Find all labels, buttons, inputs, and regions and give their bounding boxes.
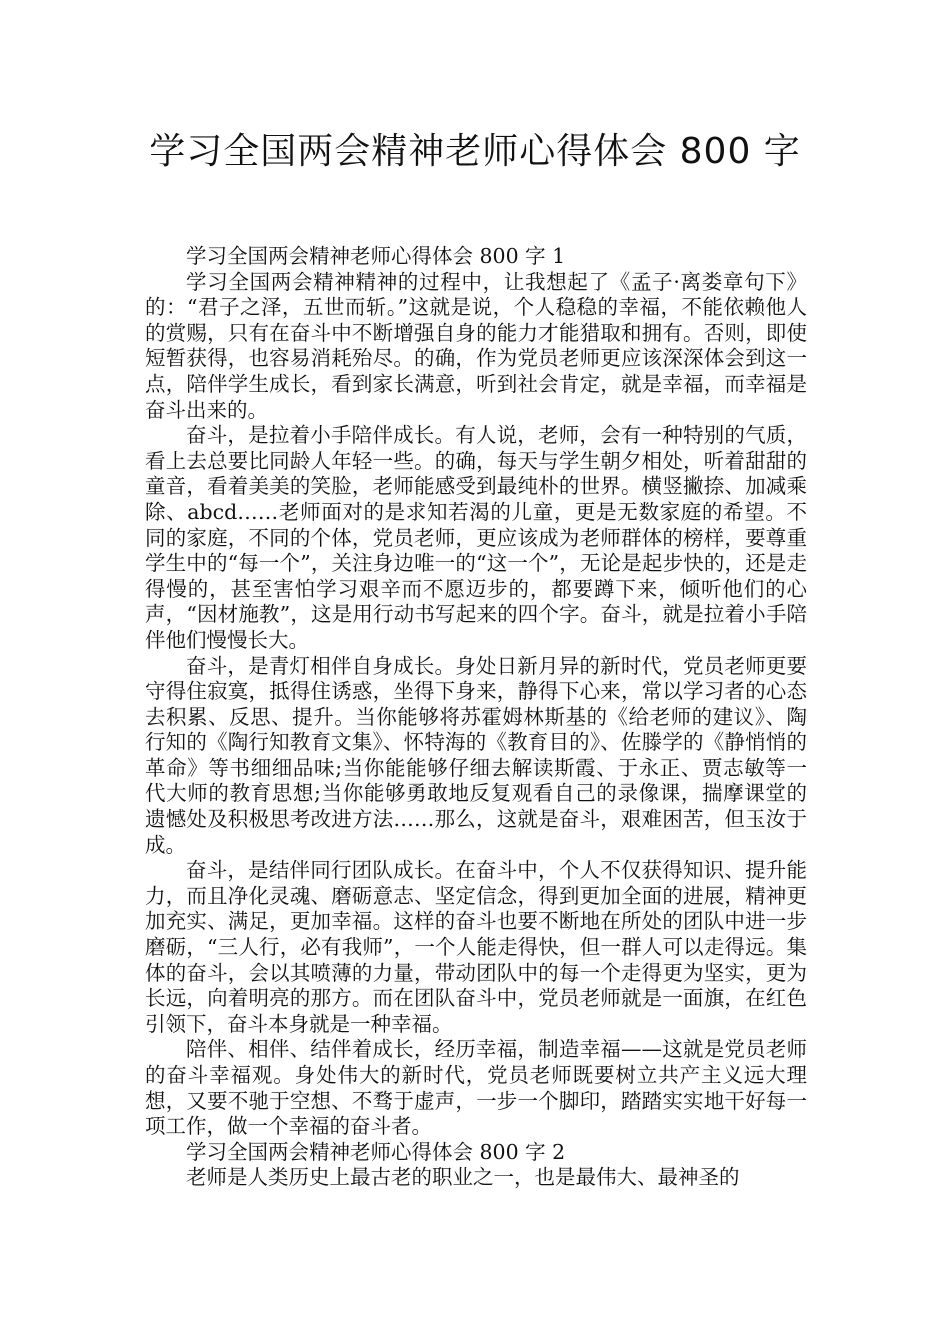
body-paragraph: 奋斗，是青灯相伴自身成长。身处日新月异的新时代，党员老师更要守得住寂寞，抵得住诱惑，坐得下身来，静得下心来，常以学习者的心态去积累、反思、提升。当你能够将苏霍姆林斯基的《给老师的建议》、陶行知的《陶行知教育文集》、怀特海的《教育目的》、佐滕学的《静悄悄的革命》等书细细品味;当你能能够仔细去解读斯霞、于永正、贾志敏等一代大师的教育思想;当你能够勇敢地反复观看自己的录像课，揣摩课堂的遗憾处及积极思考改进方法……那么，这就是奋斗，艰难困苦，但玉汝于成。 [145,653,807,857]
section-heading: 学习全国两会精神老师心得体会 800 字 1 [186,244,566,268]
body-paragraph: 学习全国两会精神精神的过程中，让我想起了《孟子·离娄章句下》的：“君子之泽，五世而斩。”这就是说，个人稳稳的幸福，不能依赖他人的赏赐，只有在奋斗中不断增强自身的能力才能猎取和拥有。否则，即使短暂获得，也容易消耗殆尽。的确，作为党员老师更应该深深体会到这一点，陪伴学生成长，看到家长满意，听到社会肯定，就是幸福，而幸福是奋斗出来的。 [145,269,807,422]
section-heading: 学习全国两会精神老师心得体会 800 字 2 [186,1139,566,1164]
document-body [145,244,807,1191]
body-paragraph: 奋斗，是拉着小手陪伴成长。有人说，老师，会有一种特别的气质，看上去总要比同龄人年轻一些。的确，每天与学生朝夕相处，听着甜甜的童音，看着美美的笑脸，老师能感受到最纯朴的世界。横竖撇捺、加减乘除、abcd……老师面对的是求知若渴的儿童，更是无数家庭的希望。不同的家庭，不同的个体，党员老师，更应该成为老师群体的榜样，要尊重学生中的“每一个”，关注身边唯一的“这一个”，无论是起步快的，还是走得慢的，甚至害怕学习艰辛而不愿迈步的，都要蹲下来，倾听他们的心声，“因材施教”，这是用行动书写起来的四个字。奋斗，就是拉着小手陪伴他们慢慢长大。 [145,423,807,652]
document-title: 学习全国两会精神老师心得体会 800 字 [149,131,801,172]
body-paragraph: 奋斗，是结伴同行团队成长。在奋斗中，个人不仅获得知识、提升能力，而且净化灵魂、磨砺意志、坚定信念，得到更加全面的进展，精神更加充实、满足，更加幸福。这样的奋斗也要不断地在所处的团队中进一步磨砺，“三人行，必有我师”，一个人能走得快，但一群人可以走得远。集体的奋斗，会以其喷薄的力量，带动团队中的每一个走得更为坚实，更为长远，向着明亮的那方。而在团队奋斗中，党员老师就是一面旗，在红色引领下，奋斗本身就是一种幸福。 [145,858,807,1036]
body-paragraph: 陪伴、相伴、结伴着成长，经历幸福，制造幸福——这就是党员老师的奋斗幸福观。身处伟大的新时代，党员老师既要树立共产主义远大理想，又要不驰于空想、不骛于虚声，一步一个脚印，踏踏实实地干好每一项工作，做一个幸福的奋斗者。 [145,1037,807,1139]
body-paragraph: 老师是人类历史上最古老的职业之一，也是最伟大、最神圣的 [186,1165,740,1190]
